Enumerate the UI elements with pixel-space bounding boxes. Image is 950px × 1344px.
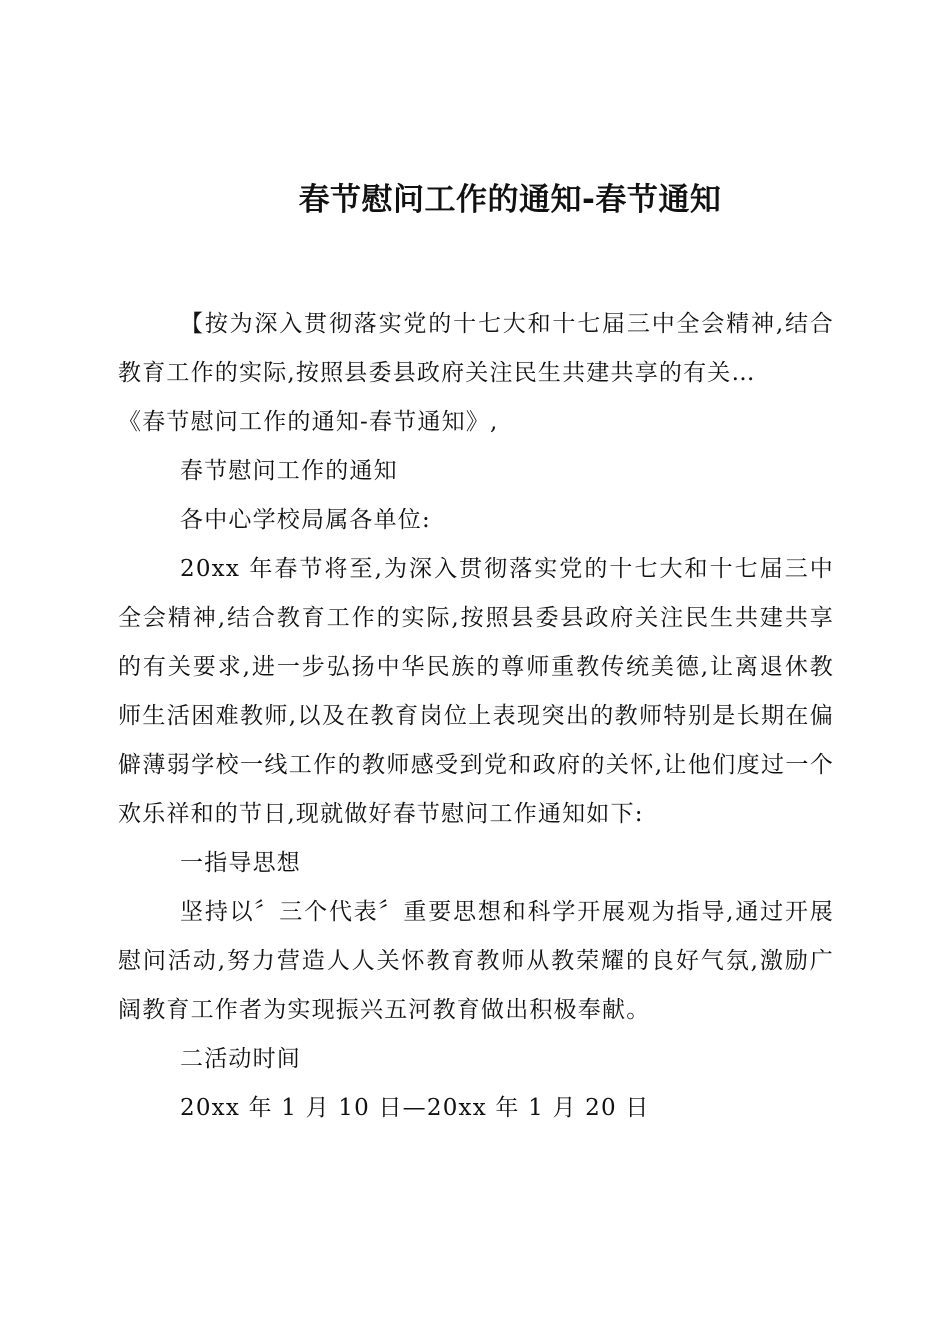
guiding-ideology-paragraph: 坚持以〞三个代表〞重要思想和科学开展观为指导,通过开展慰问活动,努力营造人人关怀教育教师从教荣耀的良好气氛,激励广阔教育工作者为实现振兴五河教育做出积极奉献。 — [118, 899, 834, 1023]
notice-main-paragraph: 20xx 年春节将至,为深入贯彻落实党的十七大和十七届三中全会精神,结合教育工作的实际,按照县委县政府关注民生共建共享的有关要求,进一步弘扬中华民族的尊师重教传统美德,让离退休教师生活困难教师,以及在教育岗位上表现突出的教师特别是长期在偏僻薄弱学校一线工作的教师感受到党和政府的关怀,让他们度过一个欢乐祥和的节日,现就做好春节慰问工作通知如下: — [118, 556, 834, 827]
document-title: 春节慰问工作的通知-春节通知 — [298, 182, 722, 218]
notice-recipients: 各中心学校局属各单位: — [180, 507, 431, 533]
notice-heading: 春节慰问工作的通知 — [180, 458, 398, 484]
section-heading-activity-time: 二活动时间 — [180, 1046, 301, 1072]
intro-title-reference: 《春节慰问工作的通知-春节通知》, — [118, 409, 499, 435]
activity-time-paragraph: 20xx 年 1 月 10 日—20xx 年 1 月 20 日 — [180, 1095, 650, 1121]
document-body — [118, 300, 834, 1133]
intro-paragraph: 【按为深入贯彻落实党的十七大和十七届三中全会精神,结合教育工作的实际,按照县委县政府关注民生共建共享的有关… — [118, 311, 834, 386]
section-heading-guiding-ideology: 一指导思想 — [180, 850, 301, 876]
